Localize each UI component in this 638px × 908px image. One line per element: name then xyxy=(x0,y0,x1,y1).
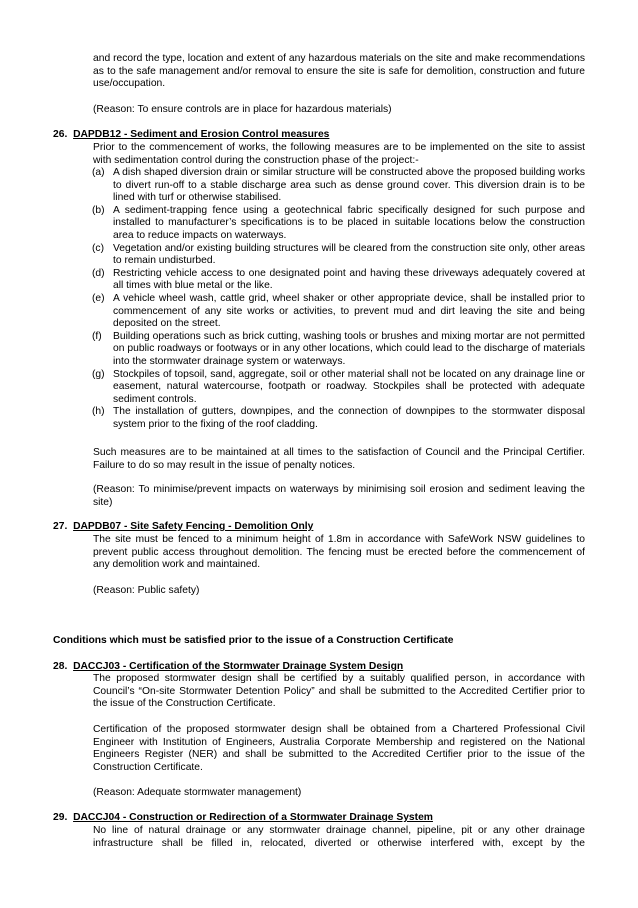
list-item xyxy=(92,406,585,431)
list-item-text: Vegetation and/or existing building structures will be cleared from the construction site only, other areas to remain undisturbed. xyxy=(113,242,585,267)
list-item-text: A dish shaped diversion drain or similar structure will be constructed above the proposed building works to divert run-off to a stable discharge area such as dense ground cover. This diversion drain is to be lined with turf or otherwise stabilised. xyxy=(113,167,585,204)
list-item-label: (g) xyxy=(92,368,105,380)
condition-28-heading xyxy=(53,661,403,674)
condition-27-title: DAPDB07 - Site Safety Fencing - Demolition Only xyxy=(73,521,314,532)
condition-26-reason: (Reason: To minimise/prevent impacts on waterways by minimising soil erosion and sediment leaving the site) xyxy=(93,484,585,508)
list-item-text: Stockpiles of topsoil, sand, aggregate, soil or other material shall not be located on any drainage line or easement, natural watercourse, footpath or roadway. Stockpiles shall be protected with adequate sediment controls. xyxy=(113,368,585,405)
condition-29-title: DACCJ04 - Construction or Redirection of a Stormwater Drainage System xyxy=(73,812,433,823)
list-item-label: (b) xyxy=(92,204,105,216)
condition-26-lead: Prior to the commencement of works, the following measures are to be implemented on the site to assist with sedimentation control during the construction phase of the project:- xyxy=(93,142,585,166)
condition-29-heading xyxy=(53,812,433,825)
section-title: Conditions which must be satisfied prior to the issue of a Construction Certificate xyxy=(53,635,454,646)
list-item-text: A sediment-trapping fence using a geotechnical fabric specifically designed for such purpose and installed to manufacturer’s specifications is to be placed in suitable locations below the construction area to reduce impacts on waterways. xyxy=(113,204,585,241)
list-item-label: (a) xyxy=(92,167,105,178)
condition-27-number: 27. xyxy=(53,521,68,532)
condition-26-maintain: Such measures are to be maintained at all times to the satisfaction of Council and the Principal Certifier. Failure to do so may result in the issue of penalty notices. xyxy=(93,447,585,471)
condition-26-heading xyxy=(53,129,329,142)
list-item-label: (e) xyxy=(92,292,105,304)
list-item-text: A vehicle wheel wash, cattle grid, wheel shaker or other appropriate device, shall be installed prior to commencement of any site works or activities, to prevent mud and dirt leaving the site and being deposited on the street. xyxy=(113,292,585,330)
condition-27-reason: (Reason: Public safety) xyxy=(93,585,200,596)
condition-29-number: 29. xyxy=(53,812,68,823)
condition-28-title: DACCJ03 - Certification of the Stormwater Drainage System Design xyxy=(73,661,404,672)
list-item-text: The installation of gutters, downpipes, and the connection of downpipes to the stormwater disposal system prior to the fixing of the roof cladding. xyxy=(113,406,585,430)
list-item xyxy=(92,292,585,331)
list-item-text: Restricting vehicle access to one designated point and having these driveways adequately covered at all times with blue metal or the like. xyxy=(113,267,585,292)
condition-26-title: DAPDB12 - Sediment and Erosion Control measures xyxy=(73,129,330,140)
intro-paragraph: and record the type, location and extent of any hazardous materials on the site and make recommendations as to the safe management and/or removal to ensure the site is safe for demolition, construction and future use/occupation. xyxy=(93,53,585,90)
list-item-label: (f) xyxy=(92,330,102,342)
condition-28-reason: (Reason: Adequate stormwater management) xyxy=(93,787,302,798)
list-item-label: (c) xyxy=(92,242,105,254)
list-item xyxy=(92,242,585,268)
list-item xyxy=(92,267,585,293)
condition-28-number: 28. xyxy=(53,661,68,672)
list-item xyxy=(92,167,585,205)
condition-26-number: 26. xyxy=(53,129,68,140)
condition-27-text: The site must be fenced to a minimum height of 1.8m in accordance with SafeWork NSW guidelines to prevent public access throughout demolition. The fencing must be erected before the commencement of any demolition work and maintained. xyxy=(93,534,585,571)
list-item-label: (d) xyxy=(92,267,105,279)
condition-26-list xyxy=(92,167,585,431)
list-item-text: Building operations such as brick cutting, washing tools or brushes and mixing mortar are not permitted on public roadways or footways or in any other locations, which could lead to the discharge of materials into the stormwater drainage system or waterways. xyxy=(113,330,585,367)
list-item xyxy=(92,368,585,407)
condition-28-paragraph-2: Certification of the proposed stormwater design shall be obtained from a Chartered Professional Civil Engineer with Institution of Engineers, Australia Corporate Membership and registered on the National Engineers Register (NER) and shall be submitted to the Accredited Certifier prior to the issue of the Construction Certificate. xyxy=(93,724,585,773)
condition-29-text: No line of natural drainage or any stormwater drainage channel, pipeline, pit or any other drainage infrastructure shall be filled in, relocated, diverted or otherwise interfered with, except by the xyxy=(93,825,585,849)
condition-28-paragraph-1: The proposed stormwater design shall be certified by a suitably qualified person, in accordance with Council’s “On-site Stormwater Detention Policy” and shall be submitted to the Accredited Certifier prior to the issue of the Construction Certificate. xyxy=(93,673,585,710)
list-item-label: (h) xyxy=(92,406,105,418)
list-item xyxy=(92,330,585,369)
condition-27-heading xyxy=(53,521,313,534)
list-item xyxy=(92,204,585,243)
intro-reason: (Reason: To ensure controls are in place for hazardous materials) xyxy=(93,104,392,115)
